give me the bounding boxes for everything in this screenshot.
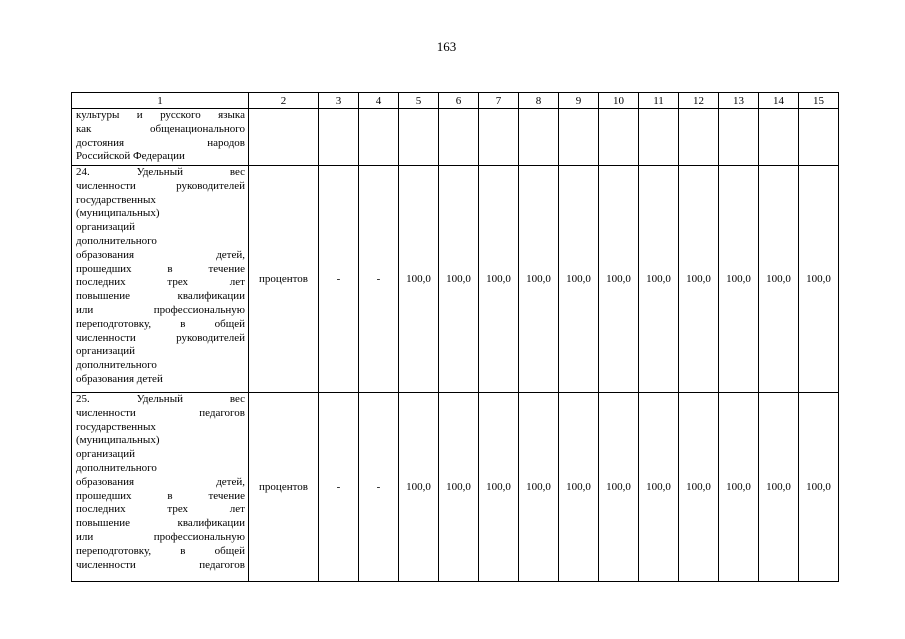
description-word: педагогов — [199, 406, 245, 419]
description-word: дополнительного — [76, 234, 157, 247]
value-cell: 100,0 — [479, 393, 519, 582]
value-cell: 100,0 — [479, 166, 519, 393]
description-line — [76, 448, 245, 462]
description-word: государственных — [76, 420, 156, 433]
description-line — [76, 332, 245, 346]
description-word: в — [180, 544, 186, 557]
value-cell: 100,0 — [639, 166, 679, 393]
description-line — [76, 194, 245, 208]
value-cell — [399, 109, 439, 166]
description-line — [76, 137, 245, 151]
description-line — [76, 559, 245, 573]
value-cell: 100,0 — [799, 393, 839, 582]
description-word: лет — [229, 503, 245, 516]
column-header: 6 — [439, 93, 479, 109]
description-word: трех — [167, 276, 189, 289]
value-cell — [719, 109, 759, 166]
value-cell: 100,0 — [639, 393, 679, 582]
description-line — [76, 421, 245, 435]
column-header: 7 — [479, 93, 519, 109]
value-cell: 100,0 — [719, 393, 759, 582]
description-word: или — [76, 530, 94, 543]
description-line — [76, 276, 245, 290]
description-word: квалификации — [177, 517, 245, 530]
column-header: 4 — [359, 93, 399, 109]
description-word: 24. — [76, 166, 90, 178]
value-cell — [359, 109, 399, 166]
value-cell — [559, 109, 599, 166]
description-word: профессиональную — [153, 303, 245, 316]
description-word: детей, — [216, 475, 245, 488]
column-header: 3 — [319, 93, 359, 109]
column-header: 13 — [719, 93, 759, 109]
page-number: 163 — [436, 39, 457, 54]
column-header: 10 — [599, 93, 639, 109]
description-word: в — [180, 317, 186, 330]
description-word: организаций — [76, 345, 136, 358]
description-line — [76, 545, 245, 559]
description-line — [76, 373, 245, 387]
description-word: руководителей — [176, 179, 245, 192]
description-line — [76, 407, 245, 421]
description-line — [76, 345, 245, 359]
description-line — [76, 490, 245, 504]
description-word: дополнительного — [76, 359, 157, 372]
value-cell: 100,0 — [679, 166, 719, 393]
description-word: прошедших — [76, 489, 132, 502]
description-word: прошедших — [76, 262, 132, 275]
description-word: численности — [76, 331, 136, 344]
description-line — [76, 150, 245, 164]
description-word: профессиональную — [153, 530, 245, 543]
description-word: образования детей — [76, 372, 163, 385]
description-word: Российской Федерации — [76, 150, 185, 163]
value-cell: 100,0 — [799, 166, 839, 393]
value-cell — [759, 109, 799, 166]
value-cell — [519, 109, 559, 166]
value-cell: - — [319, 166, 359, 393]
description-word: образования — [76, 248, 135, 261]
value-cell: 100,0 — [679, 393, 719, 582]
column-header: 9 — [559, 93, 599, 109]
description-word: течение — [208, 262, 245, 275]
description-word: организаций — [76, 221, 136, 234]
description-line — [76, 166, 245, 180]
unit-cell — [249, 109, 319, 166]
table-row — [72, 109, 839, 166]
value-cell — [639, 109, 679, 166]
description-word: общей — [214, 544, 245, 557]
description-word: или — [76, 303, 94, 316]
value-cell — [679, 109, 719, 166]
description-word: культуры — [76, 109, 120, 121]
description-word: численности — [76, 179, 136, 192]
description-word: и — [136, 109, 143, 121]
value-cell — [599, 109, 639, 166]
value-cell: 100,0 — [759, 393, 799, 582]
description-line — [76, 249, 245, 263]
description-line — [76, 235, 245, 249]
value-cell: 100,0 — [439, 166, 479, 393]
description-word: образования — [76, 475, 135, 488]
value-cell: 100,0 — [399, 166, 439, 393]
description-line — [76, 462, 245, 476]
description-word: переподготовку, — [76, 544, 152, 557]
column-header: 1 — [72, 93, 249, 109]
description-word: численности — [76, 406, 136, 419]
description-word: трех — [167, 503, 189, 516]
column-header: 11 — [639, 93, 679, 109]
description-word: численности — [76, 558, 136, 571]
description-word: повышение — [76, 517, 130, 530]
indicator-description — [72, 109, 249, 166]
description-word: общенационального — [150, 122, 245, 135]
description-word: (муниципальных) — [76, 207, 160, 220]
description-word: организаций — [76, 448, 136, 461]
description-word: педагогов — [199, 558, 245, 571]
value-cell: - — [319, 393, 359, 582]
description-line — [76, 207, 245, 221]
value-cell — [439, 109, 479, 166]
value-cell: 100,0 — [439, 393, 479, 582]
description-word: повышение — [76, 290, 130, 303]
unit-cell: процентов — [249, 166, 319, 393]
description-word: народов — [207, 136, 245, 149]
description-word: 25. — [76, 393, 90, 405]
column-header: 5 — [399, 93, 439, 109]
indicator-description — [72, 393, 249, 582]
value-cell: 100,0 — [599, 393, 639, 582]
value-cell: 100,0 — [559, 393, 599, 582]
value-cell: 100,0 — [719, 166, 759, 393]
value-cell: - — [359, 166, 399, 393]
table-header-row — [72, 93, 839, 109]
description-word: вес — [229, 166, 245, 178]
description-line — [76, 123, 245, 137]
column-header: 12 — [679, 93, 719, 109]
description-word: общей — [214, 317, 245, 330]
column-header: 14 — [759, 93, 799, 109]
description-word: течение — [208, 489, 245, 502]
indicator-description — [72, 166, 249, 393]
value-cell: 100,0 — [759, 166, 799, 393]
description-line — [76, 503, 245, 517]
column-header: 8 — [519, 93, 559, 109]
indicator-table — [71, 92, 839, 582]
description-line — [76, 180, 245, 194]
value-cell: 100,0 — [559, 166, 599, 393]
table-row — [72, 393, 839, 582]
description-word: русского — [160, 109, 201, 121]
column-header: 15 — [799, 93, 839, 109]
description-word: в — [167, 262, 173, 275]
description-word: последних — [76, 503, 126, 516]
value-cell — [319, 109, 359, 166]
description-word: руководителей — [176, 331, 245, 344]
value-cell: 100,0 — [519, 166, 559, 393]
description-word: достояния — [76, 136, 125, 149]
description-line — [76, 531, 245, 545]
description-word: языка — [218, 109, 245, 121]
description-word: (муниципальных) — [76, 434, 160, 447]
description-word: Удельный — [136, 166, 183, 178]
description-word: детей, — [216, 248, 245, 261]
description-line — [76, 304, 245, 318]
description-word: последних — [76, 276, 126, 289]
description-line — [76, 290, 245, 304]
value-cell — [799, 109, 839, 166]
description-line — [76, 517, 245, 531]
unit-cell: процентов — [249, 393, 319, 582]
description-line — [76, 221, 245, 235]
column-header: 2 — [249, 93, 319, 109]
description-word: государственных — [76, 193, 156, 206]
description-line — [76, 434, 245, 448]
description-word: дополнительного — [76, 461, 157, 474]
description-line — [76, 263, 245, 277]
value-cell: 100,0 — [519, 393, 559, 582]
description-word: в — [167, 489, 173, 502]
description-word: квалификации — [177, 290, 245, 303]
description-word: как — [76, 122, 92, 135]
description-word: переподготовку, — [76, 317, 152, 330]
value-cell — [479, 109, 519, 166]
description-word: вес — [229, 393, 245, 405]
description-word: лет — [229, 276, 245, 289]
description-line — [76, 359, 245, 373]
description-word: Удельный — [136, 393, 183, 405]
table-row — [72, 166, 839, 393]
value-cell: 100,0 — [599, 166, 639, 393]
value-cell: 100,0 — [399, 393, 439, 582]
description-line — [76, 476, 245, 490]
value-cell: - — [359, 393, 399, 582]
description-line — [76, 393, 245, 407]
description-line — [76, 318, 245, 332]
description-line — [76, 109, 245, 123]
